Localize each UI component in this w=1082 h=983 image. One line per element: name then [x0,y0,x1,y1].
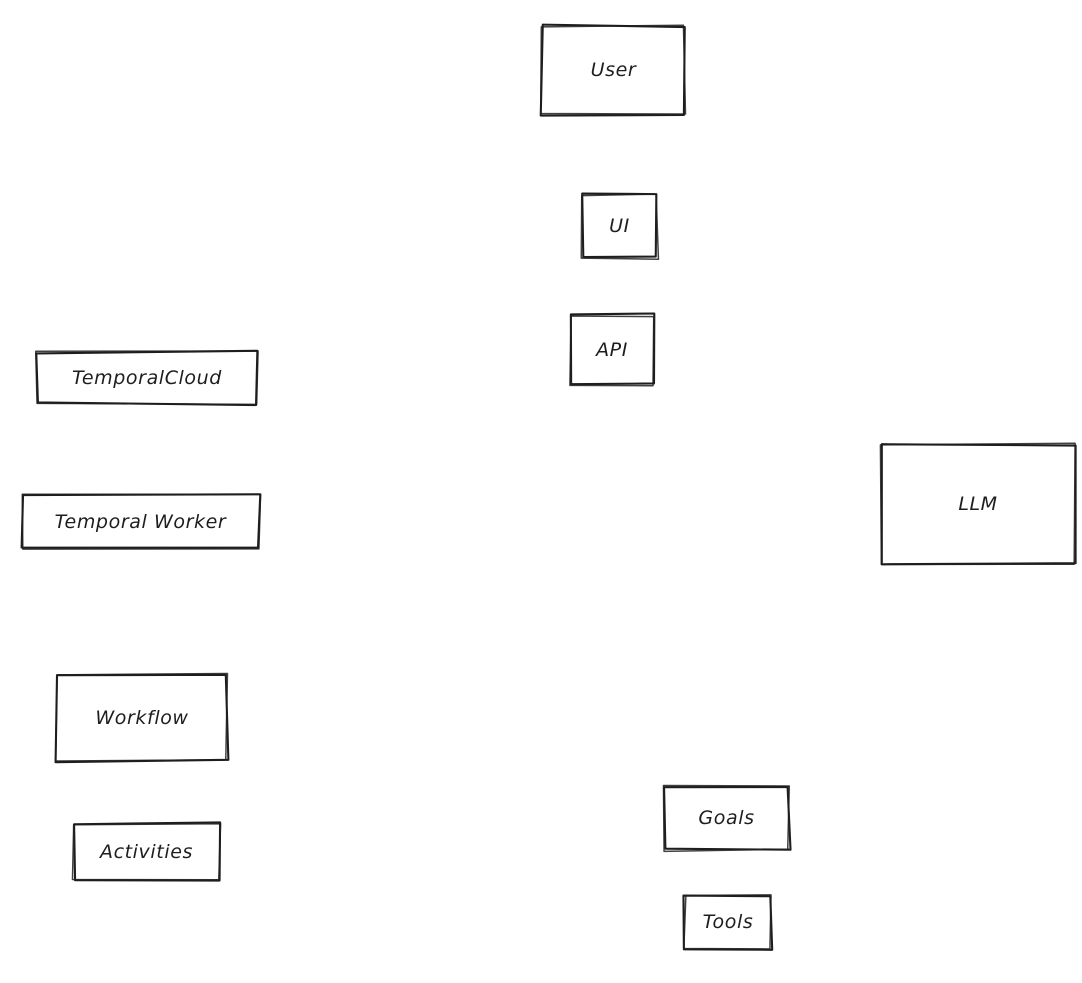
node-label-activities: Activities [99,840,193,863]
node-label-user: User [590,58,637,81]
node-label-api: API [596,338,628,361]
node-workflow[interactable] [56,674,228,762]
node-label-llm: LLM [958,492,998,515]
node-label-tools: Tools [702,911,754,934]
node-label-temporalcloud: TemporalCloud [72,366,222,389]
node-label-temporal-worker: Temporal Worker [54,510,227,533]
node-goals[interactable] [663,786,790,851]
node-api[interactable] [570,314,654,386]
node-activities[interactable] [73,823,220,881]
node-label-ui: UI [609,214,630,237]
node-label-workflow: Workflow [95,706,189,729]
node-llm[interactable] [880,443,1076,565]
node-tools[interactable] [684,895,772,950]
node-label-goals: Goals [698,807,755,830]
node-temporal-worker[interactable] [21,494,260,550]
node-temporalcloud[interactable] [36,351,258,405]
node-ui[interactable] [581,193,658,259]
node-user[interactable] [541,25,686,115]
